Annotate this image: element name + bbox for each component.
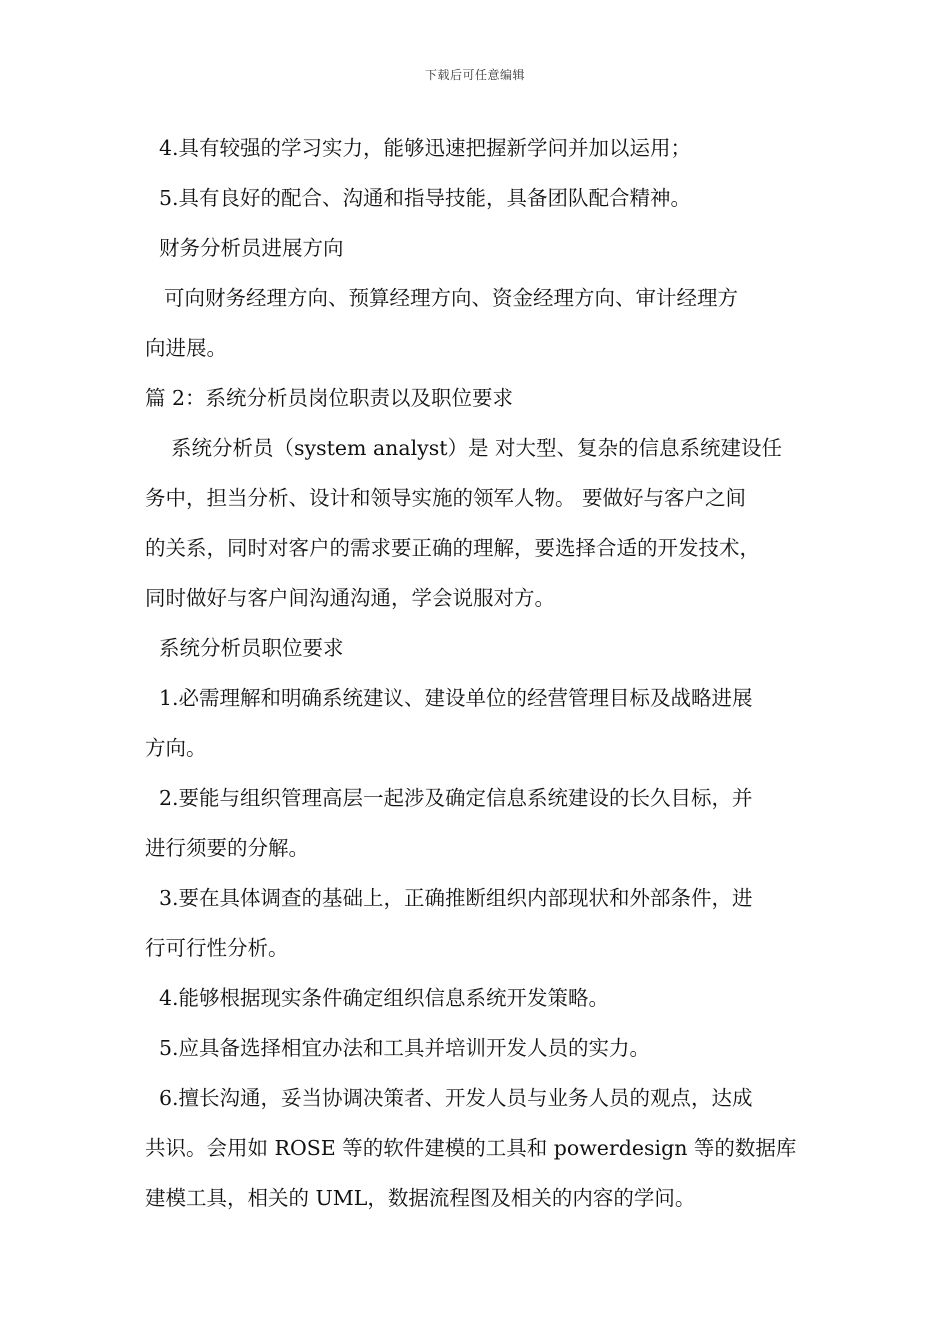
list-item-continuation: 行可行性分析。 [145, 936, 289, 960]
page-header: 下载后可任意编辑 [424, 68, 525, 82]
paragraph-line: 4.具有较强的学习实力，能够迅速把握新学问并加以运用； [159, 136, 692, 160]
section-heading: 财务分析员进展方向 [159, 236, 344, 260]
list-item-continuation: 共识。会用如 ROSE 等的软件建模的工具和 powerdesign 等的数据库 [145, 1136, 797, 1160]
list-item-continuation: 建模工具，相关的 UML，数据流程图及相关的内容的学问。 [145, 1186, 696, 1210]
document-body [145, 128, 813, 1228]
list-item: 4.能够根据现实条件确定组织信息系统开发策略。 [159, 986, 610, 1010]
paragraph-line: 务中，担当分析、设计和领导实施的领军人物。 要做好与客户之间 [145, 486, 747, 510]
paragraph-line: 向进展。 [145, 336, 227, 360]
list-item: 2.要能与组织管理高层一起涉及确定信息系统建设的长久目标，并 [159, 786, 753, 810]
list-item: 3.要在具体调查的基础上，正确推断组织内部现状和外部条件，进 [159, 886, 753, 910]
paragraph-line: 同时做好与客户间沟通沟通，学会说服对方。 [145, 586, 555, 610]
paragraph-line: 可向财务经理方向、预算经理方向、资金经理方向、审计经理方 [164, 286, 738, 310]
paragraph-line: 的关系，同时对客户的需求要正确的理解，要选择合适的开发技术， [145, 536, 760, 560]
list-item-continuation: 进行须要的分解。 [145, 836, 309, 860]
paragraph-line: 5.具有良好的配合、沟通和指导技能，具备团队配合精神。 [159, 186, 692, 210]
list-item: 5.应具备选择相宜办法和工具并培训开发人员的实力。 [159, 1036, 651, 1060]
paragraph-line: 系统分析员（system analyst）是 对大型、复杂的信息系统建设任 [171, 436, 783, 460]
list-item: 6.擅长沟通，妥当协调决策者、开发人员与业务人员的观点，达成 [159, 1086, 753, 1110]
section-heading: 系统分析员职位要求 [159, 636, 344, 660]
chapter-heading: 篇 2：系统分析员岗位职责以及职位要求 [145, 386, 514, 410]
list-item-continuation: 方向。 [145, 736, 207, 760]
list-item: 1.必需理解和明确系统建议、建设单位的经营管理目标及战略进展 [159, 686, 753, 710]
